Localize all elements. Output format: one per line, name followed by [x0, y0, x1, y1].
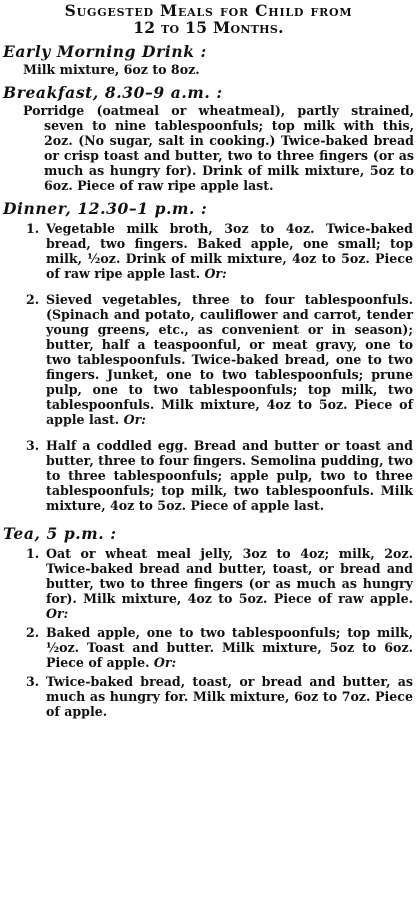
breakfast-text: Porridge (oatmeal or wheatmeal), partly strained, seven to nine tablespoonfuls; top milk with this, 2oz. (No sugar, salt in cooking.) Twice-baked bread or crisp toast and butter, two to three fingers (or as much as hungry for). Drink of milk mixture, 5oz to 6oz. Piece of raw ripe apple last. [23, 103, 414, 193]
or-label: Or: [204, 266, 227, 281]
item-body: Half a coddled egg. Bread and butter or toast and butter, three to four fingers. Semolina pudding, two to three tablespoonfuls; apple pulp, two to three tablespoonfuls; top milk, two tablespoonfuls. Milk mixture, 4oz to 5oz. Piece of apple last. [46, 438, 413, 513]
tea-options-list [3, 546, 414, 719]
item-body: Baked apple, one to two tablespoonfuls; top milk, ½oz. Toast and butter. Milk mixture, 5oz to 6oz. Piece of apple. [46, 625, 413, 670]
page-title [3, 2, 414, 36]
item-body: Vegetable milk broth, 3oz to 4oz. Twice-baked bread, two fingers. Baked apple, one small; top milk, ½oz. Drink of milk mixture, 4oz to 5oz. Piece of raw ripe apple last. [46, 221, 413, 281]
item-text [46, 221, 414, 281]
item-text [46, 674, 414, 719]
dinner-options-list [3, 221, 414, 513]
section-tea [3, 524, 414, 719]
item-number: 2. [26, 625, 40, 640]
section-heading-breakfast: Breakfast, 8.30–9 a.m. : [3, 83, 223, 102]
section-heading-tea: Tea, 5 p.m. : [3, 524, 117, 543]
item-number: 3. [26, 438, 40, 453]
item-number: 3. [26, 674, 40, 689]
section-dinner [3, 199, 414, 513]
item-body: Oat or wheat meal jelly, 3oz to 4oz; milk, 2oz. Twice-baked bread and butter, toast, or bread and butter, two to three fingers (or as much as hungry for). Milk mixture, 4oz to 5oz. Piece of raw apple. [46, 546, 413, 606]
section-breakfast [3, 83, 414, 193]
item-body: Sieved vegetables, three to four tablespoonfuls. (Spinach and potato, cauliflower and carrot, tender young greens, etc., as convenient or in season); butter, half a teaspoonful, or meat gravy, one to two tablespoonfuls. Twice-baked bread, one to two fingers. Junket, one to two tablespoonfuls; prune pulp, one to two tablespoonfuls; top milk, two tablespoonfuls. Milk mixture, 4oz to 5oz. Piece of apple last. [46, 292, 413, 427]
list-item [3, 221, 414, 281]
section-heading-dinner: Dinner, 12.30–1 p.m. : [3, 199, 208, 218]
title-line-2: 12 to 15 Months. [133, 18, 284, 37]
item-text [46, 292, 414, 427]
item-body: Twice-baked bread, toast, or bread and butter, as much as hungry for. Milk mixture, 6oz to 7oz. Piece of apple. [46, 674, 413, 719]
list-item [3, 546, 414, 621]
early-morning-text: Milk mixture, 6oz to 8oz. [23, 62, 200, 77]
list-item [3, 438, 414, 513]
item-text [46, 438, 414, 513]
item-number: 1. [26, 221, 40, 236]
section-heading-early-morning: Early Morning Drink : [3, 42, 207, 61]
list-item [3, 625, 414, 670]
or-label: Or: [46, 606, 69, 621]
list-item [3, 292, 414, 427]
section-early-morning-drink [3, 42, 414, 77]
or-label: Or: [153, 655, 177, 670]
list-item [3, 674, 414, 719]
item-number: 1. [26, 546, 40, 561]
item-number: 2. [26, 292, 40, 307]
or-label: Or: [123, 412, 146, 427]
title-line-1: Suggested Meals for Child from [64, 1, 353, 20]
item-text [46, 625, 414, 670]
item-text [46, 546, 414, 621]
